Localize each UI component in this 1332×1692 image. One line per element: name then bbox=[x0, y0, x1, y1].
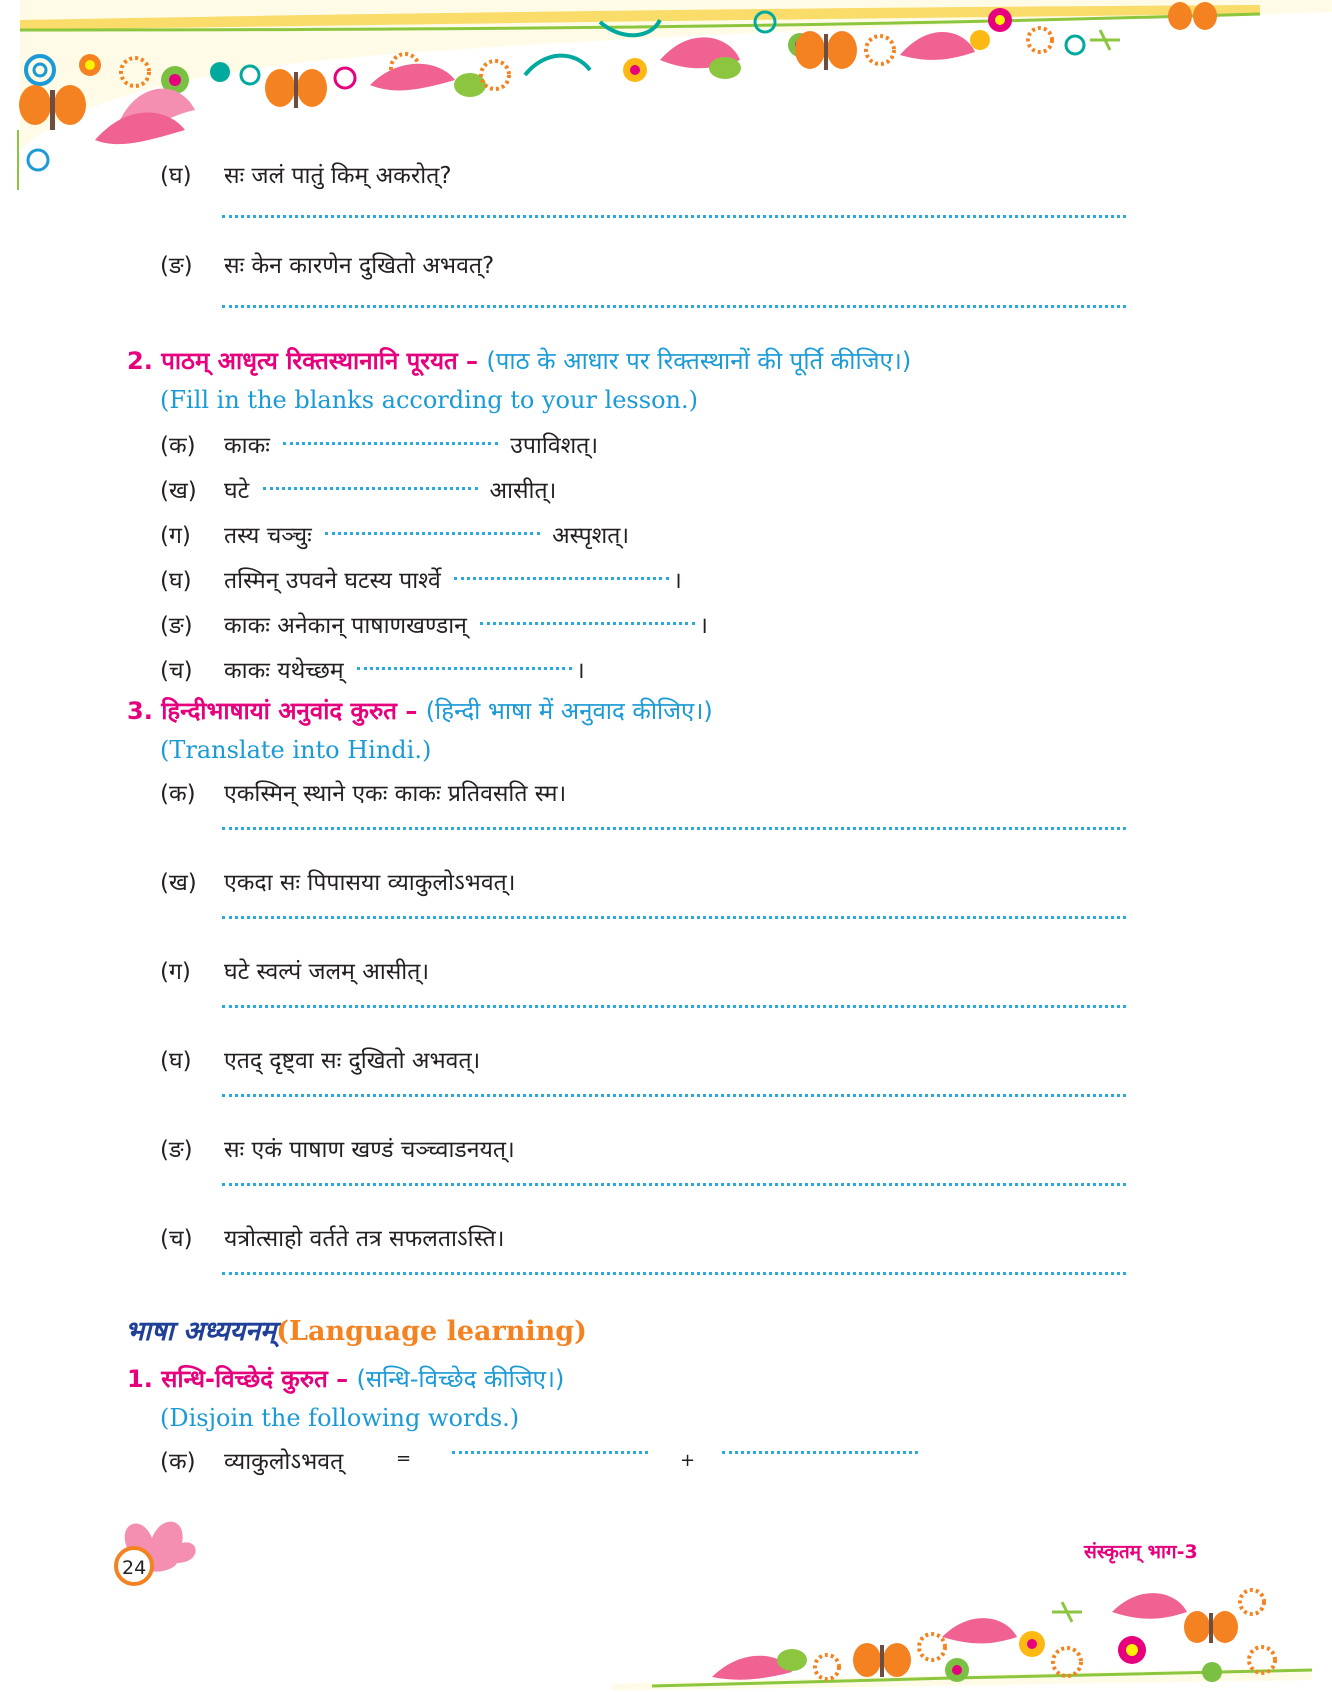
item-label: (ख) bbox=[160, 870, 197, 896]
section3-heading bbox=[127, 694, 713, 727]
blank-item-cha bbox=[160, 653, 585, 685]
item-label: (क) bbox=[160, 781, 196, 807]
section-title: सन्धि-विच्छेदं कुरुत – bbox=[161, 1365, 349, 1393]
equals-sign: = bbox=[396, 1448, 412, 1469]
item-text-before: काकः अनेकान् पाषाणखण्डान् bbox=[224, 613, 467, 639]
butterfly-icon bbox=[19, 85, 86, 130]
question-label: (ङ) bbox=[160, 253, 193, 279]
item-text-before: घटे bbox=[224, 478, 250, 504]
sandhi-blank-2[interactable] bbox=[722, 1451, 918, 1454]
item-text-after: उपाविशत्। bbox=[510, 433, 599, 459]
item-label: (च) bbox=[160, 658, 193, 684]
blank-line[interactable] bbox=[480, 622, 695, 625]
bottom-border-art bbox=[612, 1582, 1332, 1692]
item-text-before: काकः bbox=[224, 433, 270, 459]
question-label: (घ) bbox=[160, 163, 192, 189]
translate-item-gha bbox=[160, 1043, 480, 1075]
sandhi-heading bbox=[127, 1362, 564, 1395]
answer-line[interactable] bbox=[222, 827, 1126, 830]
question-text: सः केन कारणेन दुखितो अभवत्? bbox=[224, 253, 495, 279]
section-title: हिन्दीभाषायां अनुवांद कुरुत – bbox=[161, 697, 418, 725]
item-label: (घ) bbox=[160, 1048, 192, 1074]
language-learning-title bbox=[125, 1311, 587, 1348]
sandhi-item-ka bbox=[160, 1444, 343, 1476]
butterfly-icon bbox=[1184, 1611, 1238, 1643]
section-hindi-instruction: (पाठ के आधार पर रिक्तस्थानों की पूर्ति कीजिए।) bbox=[486, 347, 912, 375]
item-text: सः एकं पाषाण खण्डं चञ्च्वाडनयत्। bbox=[224, 1137, 515, 1163]
section-hindi-instruction: (हिन्दी भाषा में अनुवाद कीजिए।) bbox=[425, 697, 713, 725]
page-number: 24 bbox=[122, 1557, 147, 1579]
section-title: पाठम् आधृत्य रिक्तस्थानानि पूरयत – bbox=[161, 347, 479, 375]
language-learning-title-english: (Language learning) bbox=[276, 1316, 587, 1347]
answer-line[interactable] bbox=[222, 215, 1126, 218]
blank-item-gha bbox=[160, 563, 682, 595]
section-number: 2. bbox=[127, 347, 153, 375]
item-text-before: तस्य चञ्चुः bbox=[224, 523, 312, 549]
section-number: 1. bbox=[127, 1365, 153, 1393]
section3-english-instruction: (Translate into Hindi.) bbox=[160, 736, 432, 764]
plus-sign: + bbox=[680, 1450, 696, 1471]
item-label: (च) bbox=[160, 1226, 193, 1252]
item-label: (ग) bbox=[160, 959, 191, 985]
item-text-before: काकः यथेच्छम् bbox=[224, 658, 344, 684]
question-nga bbox=[160, 248, 494, 280]
blank-item-ga bbox=[160, 518, 629, 550]
question-gha bbox=[160, 158, 452, 190]
item-label: (ङ) bbox=[160, 613, 193, 639]
answer-line[interactable] bbox=[222, 1272, 1126, 1275]
section-hindi-instruction: (सन्धि-विच्छेद कीजिए।) bbox=[356, 1365, 565, 1393]
language-learning-title-hindi: भाषा अध्ययनम् bbox=[125, 1316, 277, 1347]
item-label: (ख) bbox=[160, 478, 197, 504]
translate-item-kha bbox=[160, 865, 515, 897]
answer-line[interactable] bbox=[222, 1094, 1126, 1097]
blank-line[interactable] bbox=[325, 532, 540, 535]
translate-item-cha bbox=[160, 1221, 504, 1253]
blank-line[interactable] bbox=[283, 442, 498, 445]
answer-line[interactable] bbox=[222, 305, 1126, 308]
blank-line[interactable] bbox=[454, 577, 669, 580]
item-text: एतद् दृष्ट्वा सः दुखितो अभवत्। bbox=[224, 1048, 481, 1074]
blank-item-nga bbox=[160, 608, 708, 640]
item-text: यत्रोत्साहो वर्तते तत्र सफलताऽस्ति। bbox=[224, 1226, 505, 1252]
blank-item-kha bbox=[160, 473, 556, 505]
item-text-after: । bbox=[575, 658, 585, 684]
item-text-before: तस्मिन् उपवने घटस्य पार्श्वे bbox=[224, 568, 441, 594]
sandhi-word: व्याकुलोऽभवत् bbox=[224, 1449, 344, 1475]
item-text-after: । bbox=[673, 568, 682, 594]
answer-line[interactable] bbox=[222, 1005, 1126, 1008]
item-text-after: अस्पृशत्। bbox=[552, 523, 630, 549]
answer-line[interactable] bbox=[222, 916, 1126, 919]
section2-heading bbox=[127, 344, 911, 377]
item-label: (ङ) bbox=[160, 1137, 193, 1163]
item-text-after: । bbox=[699, 613, 708, 639]
translate-item-ka bbox=[160, 776, 566, 808]
translate-item-nga bbox=[160, 1132, 515, 1164]
item-label: (क) bbox=[160, 1449, 196, 1475]
book-title: संस्कृतम् भाग-3 bbox=[1084, 1541, 1198, 1563]
item-label: (क) bbox=[160, 433, 196, 459]
item-text: एकदा सः पिपासया व्याकुलोऽभवत्। bbox=[224, 870, 516, 896]
blank-item-ka bbox=[160, 428, 598, 460]
translate-item-ga bbox=[160, 954, 429, 986]
sandhi-english-instruction: (Disjoin the following words.) bbox=[160, 1404, 520, 1432]
butterfly-icon bbox=[795, 31, 857, 70]
answer-line[interactable] bbox=[222, 1183, 1126, 1186]
item-text: एकस्मिन् स्थाने एकः काकः प्रतिवसति स्म। bbox=[224, 781, 567, 807]
item-label: (ग) bbox=[160, 523, 191, 549]
sandhi-blank-1[interactable] bbox=[452, 1451, 648, 1454]
item-text: घटे स्वल्पं जलम् आसीत्। bbox=[224, 959, 430, 985]
blank-line[interactable] bbox=[357, 667, 572, 670]
question-text: सः जलं पातुं किम् अकरोत्? bbox=[224, 163, 452, 189]
blank-line[interactable] bbox=[263, 487, 478, 490]
item-label: (घ) bbox=[160, 568, 192, 594]
section2-english-instruction: (Fill in the blanks according to your lesson.) bbox=[160, 386, 698, 414]
section-number: 3. bbox=[127, 697, 153, 725]
item-text-after: आसीत्। bbox=[489, 478, 557, 504]
butterfly-icon bbox=[265, 69, 327, 108]
butterfly-icon bbox=[853, 1643, 911, 1677]
